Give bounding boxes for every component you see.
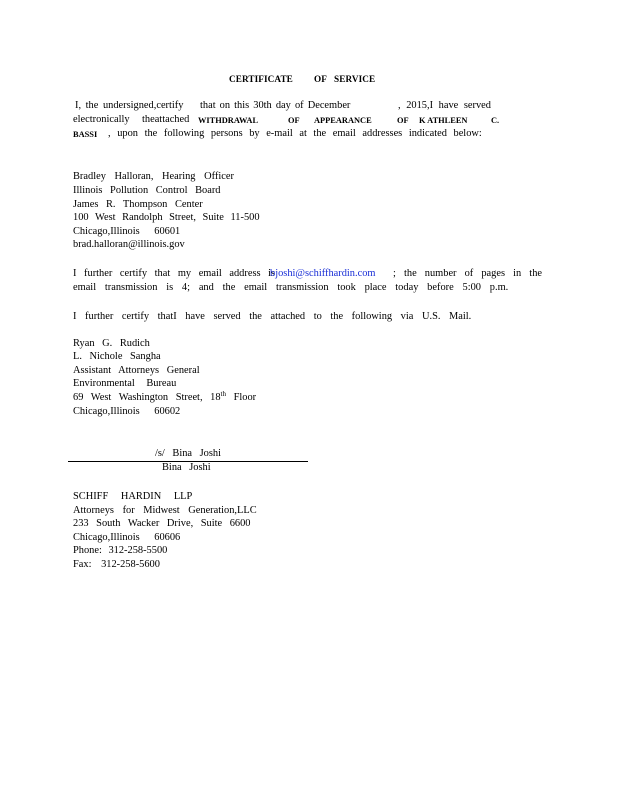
intro-line2-of2: OF — [397, 116, 409, 125]
mail-recipient-street: 69 West Washington Street, 18th Floor — [73, 390, 257, 403]
intro-line2-appearance: APPEARANCE — [314, 116, 372, 125]
intro-line1-a: I, the undersigned,certify — [75, 100, 184, 111]
firm-name: SCHIFF HARDIN LLP — [73, 491, 193, 502]
email-recipient-city: Chicago,Illinois 60601 — [73, 226, 181, 237]
title-of: OF — [314, 74, 327, 84]
intro-line2-a: electronically — [73, 114, 130, 125]
mail-recipient-city: Chicago,Illinois 60602 — [73, 406, 181, 417]
certify-mail-line: I further certify thatI have served the attached to the following via U.S. Mail. — [73, 311, 472, 322]
mail-recipient-bureau: Environmental Bureau — [73, 378, 177, 389]
firm-role: Attorneys for Midwest Generation,LLC — [73, 505, 257, 516]
certify-email-link[interactable]: bjoshi@schiffhardin.com — [270, 268, 376, 279]
intro-line2-c: C. — [491, 116, 500, 125]
email-recipient-name: Bradley Halloran, Hearing Officer — [73, 171, 234, 182]
certify-email-line1-a: I further certify that my email address is — [73, 268, 276, 279]
firm-phone: Phone: 312-258-5500 — [73, 545, 168, 556]
firm-fax: Fax: 312-258-5600 — [73, 559, 160, 570]
certify-email-line1-b: ; the number of pages in the — [393, 268, 542, 279]
intro-line2-b: theattached — [142, 114, 190, 125]
mail-recipient-title: Assistant Attorneys General — [73, 365, 200, 376]
title-certificate: CERTIFICATE — [229, 74, 293, 84]
intro-line2-of1: OF — [288, 116, 300, 125]
email-recipient-email: brad.halloran@illinois.gov — [73, 239, 185, 250]
email-recipient-street: 100 West Randolph Street, Suite 11-500 — [73, 212, 260, 223]
firm-street: 233 South Wacker Drive, Suite 6600 — [73, 518, 251, 529]
title-service: SERVICE — [334, 74, 376, 84]
firm-city: Chicago,Illinois 60606 — [73, 532, 181, 543]
email-recipient-building: James R. Thompson Center — [73, 199, 203, 210]
intro-line1-b: that on this 30th day of December — [200, 100, 351, 111]
intro-line3-b: , upon the following persons by e-mail at the email addresses indicated below: — [108, 128, 482, 139]
mail-recipient-name1: Ryan G. Rudich — [73, 338, 150, 349]
mail-recipient-name2: L. Nichole Sangha — [73, 351, 161, 362]
certify-email-line2: email transmission is 4; and the email transmission took place today before 5:00 p.m. — [73, 282, 509, 293]
intro-line2-withdrawal: WITHDRAWAL — [198, 116, 259, 125]
intro-line1-c: , 2015,I have served — [398, 100, 491, 111]
signature-line: /s/ Bina Joshi — [155, 448, 222, 459]
signature-name: Bina Joshi — [162, 462, 211, 473]
intro-line3-bassi: BASSI — [73, 130, 98, 139]
intro-line2-kathleen: K ATHLEEN — [419, 116, 468, 125]
email-recipient-org: Illinois Pollution Control Board — [73, 185, 221, 196]
